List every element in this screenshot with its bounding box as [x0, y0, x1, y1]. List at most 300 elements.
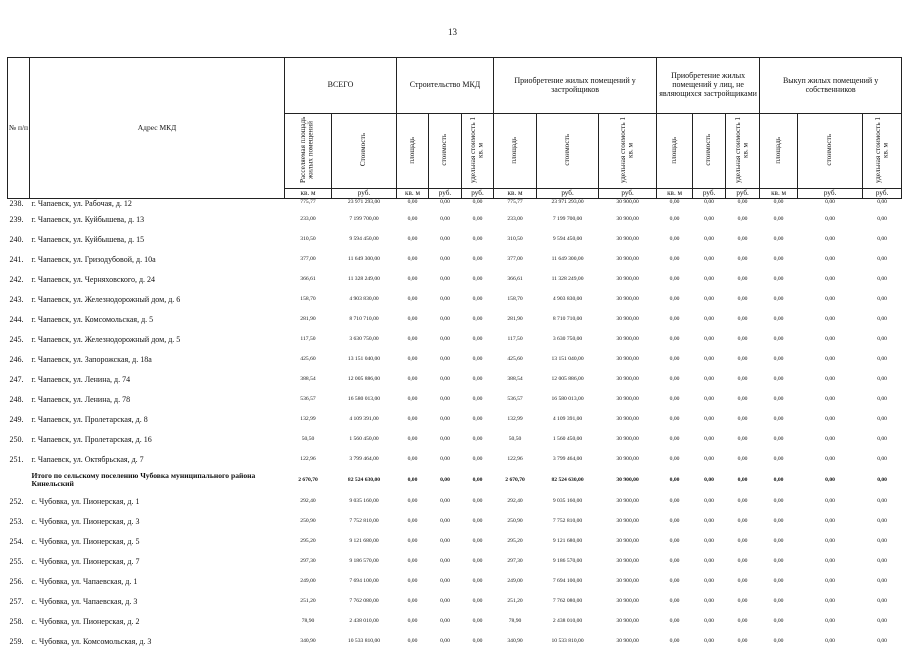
value-cell: 0,00	[704, 256, 714, 263]
value-cell: 295,20	[507, 538, 523, 545]
unit-label: кв. м	[494, 189, 537, 199]
value-cell: 0,00	[669, 518, 680, 525]
value-cell: 50,50	[508, 436, 522, 443]
address-cell: г. Чапаевск, ул. Рабочая, д. 12	[31, 199, 132, 209]
value-cell: 0,00	[407, 256, 418, 263]
value-cell: 0,00	[877, 558, 887, 565]
value-cell: 0,00	[440, 456, 450, 463]
value-cell: 0,00	[773, 356, 784, 363]
value-cell: 0,00	[704, 316, 714, 323]
value-cell: 8 710 710,00	[349, 316, 379, 323]
value-cell: 0,00	[440, 296, 450, 303]
value-cell: 0,00	[472, 618, 483, 625]
value-cell: 0,00	[737, 518, 748, 525]
table-row	[8, 409, 902, 429]
value-cell: 0,00	[440, 578, 450, 585]
value-cell: 0,00	[704, 199, 714, 206]
value-cell: 0,00	[440, 518, 450, 525]
value-cell: 0,00	[440, 236, 450, 243]
value-cell: 0,00	[737, 638, 748, 645]
address-cell: г. Чапаевск, ул. Куйбышева, д. 13	[31, 214, 145, 224]
value-cell: 0,00	[407, 477, 418, 484]
value-cell: 0,00	[877, 216, 887, 223]
value-cell: 30 900,00	[616, 236, 639, 243]
value-cell: 16 580 013,00	[551, 396, 584, 403]
value-cell: 340,90	[300, 638, 316, 645]
value-cell: 0,00	[472, 477, 483, 484]
resettled-area-header: Расселяемая площадь жилых помещений	[285, 114, 332, 189]
value-cell: 158,70	[300, 296, 316, 303]
purchase-nondev-cost-header: стоимость	[693, 114, 726, 189]
address-cell: г. Чапаевск, ул. Железнодорожный дом, д. 6	[31, 294, 181, 304]
row-number: 244.	[9, 314, 24, 324]
value-cell: 297,30	[507, 558, 523, 565]
row-number: 257.	[9, 596, 24, 606]
table-row	[8, 591, 902, 611]
row-number: 238.	[9, 199, 24, 209]
value-cell: 0,00	[825, 276, 835, 283]
value-cell: 0,00	[704, 376, 714, 383]
value-cell: 0,00	[877, 316, 887, 323]
value-cell: 0,00	[472, 336, 483, 343]
value-cell: 0,00	[669, 618, 680, 625]
unit-label: руб.	[863, 189, 902, 199]
value-cell: 0,00	[773, 618, 784, 625]
row-number: 255.	[9, 556, 24, 566]
value-cell: 0,00	[825, 538, 835, 545]
value-cell: 0,00	[737, 236, 748, 243]
value-cell: 0,00	[407, 558, 418, 565]
value-cell: 0,00	[877, 296, 887, 303]
value-cell: 292,40	[507, 498, 523, 505]
value-cell: 0,00	[669, 416, 680, 423]
value-cell: 122,96	[300, 456, 316, 463]
value-cell: 0,00	[877, 336, 887, 343]
value-cell: 0,00	[773, 256, 784, 263]
value-cell: 0,00	[773, 236, 784, 243]
purchase-dev-unit-cost-header: удельная стоимость 1 кв. м	[599, 114, 657, 189]
value-cell: 310,50	[300, 236, 316, 243]
value-cell: 0,00	[877, 376, 887, 383]
value-cell: 0,00	[825, 336, 835, 343]
address-cell: г. Чапаевск, ул. Гризодубовой, д. 10а	[31, 254, 156, 264]
address-header: Адрес МКД	[30, 58, 285, 199]
value-cell: 0,00	[704, 216, 714, 223]
value-cell: 0,00	[704, 236, 714, 243]
value-cell: 0,00	[704, 558, 714, 565]
value-cell: 0,00	[407, 416, 418, 423]
value-cell: 0,00	[407, 638, 418, 645]
value-cell: 78,90	[301, 618, 315, 625]
value-cell: 0,00	[472, 578, 483, 585]
table-row	[8, 329, 902, 349]
value-cell: 2 438 010,00	[349, 618, 379, 625]
table-row	[8, 449, 902, 469]
value-cell: 0,00	[737, 477, 748, 484]
value-cell: 0,00	[773, 396, 784, 403]
value-cell: 281,90	[300, 316, 316, 323]
value-cell: 0,00	[825, 236, 835, 243]
value-cell: 0,00	[737, 376, 748, 383]
buyout-cost-header: стоимость	[798, 114, 863, 189]
value-cell: 0,00	[440, 336, 450, 343]
value-cell: 0,00	[825, 436, 835, 443]
value-cell: 0,00	[472, 436, 483, 443]
value-cell: 0,00	[737, 199, 748, 206]
value-cell: 0,00	[440, 376, 450, 383]
table-row	[8, 571, 902, 591]
value-cell: 0,00	[877, 199, 887, 206]
value-cell: 0,00	[704, 498, 714, 505]
value-cell: 0,00	[773, 216, 784, 223]
address-cell: г. Чапаевск, ул. Октябрьская, д. 7	[31, 454, 144, 464]
value-cell: 4 903 830,00	[552, 296, 583, 303]
value-cell: 0,00	[825, 376, 835, 383]
value-cell: 0,00	[669, 236, 680, 243]
table-row	[8, 209, 902, 229]
value-cell: 250,90	[507, 518, 523, 525]
value-cell: 0,00	[669, 396, 680, 403]
value-cell: 0,00	[407, 518, 418, 525]
value-cell: 0,00	[440, 199, 450, 206]
row-number: 250.	[9, 434, 24, 444]
value-cell: 377,00	[507, 256, 523, 263]
row-number: 259.	[9, 636, 24, 646]
unit-label: кв. м	[760, 189, 798, 199]
construction-area-header: площадь	[397, 114, 429, 189]
value-cell: 9 121 680,00	[552, 538, 583, 545]
cost-header: Стоимость	[332, 114, 397, 189]
buyout-area-header: площадь	[760, 114, 798, 189]
value-cell: 30 900,00	[616, 376, 639, 383]
value-cell: 0,00	[407, 376, 418, 383]
unit-label: кв. м	[657, 189, 693, 199]
value-cell: 281,90	[507, 316, 523, 323]
value-cell: 30 900,00	[616, 199, 639, 206]
row-number: 251.	[9, 454, 24, 464]
value-cell: 0,00	[407, 598, 418, 605]
value-cell: 0,00	[669, 216, 680, 223]
value-cell: 30 900,00	[616, 216, 639, 223]
value-cell: 0,00	[877, 456, 887, 463]
value-cell: 0,00	[704, 336, 714, 343]
value-cell: 0,00	[704, 396, 714, 403]
value-cell: 0,00	[472, 498, 483, 505]
unit-label: руб.	[429, 189, 462, 199]
value-cell: 0,00	[825, 477, 835, 484]
value-cell: 3 630 750,00	[552, 336, 583, 343]
value-cell: 0,00	[669, 199, 680, 206]
value-cell: 0,00	[825, 498, 835, 505]
total-label: Итого по сельскому поселению Чубовка муниципального района Кинельский	[31, 470, 256, 489]
row-number: 249.	[9, 414, 24, 424]
table-row	[8, 309, 902, 329]
page-number: 13	[448, 27, 457, 37]
table-row	[8, 551, 902, 571]
value-cell: 0,00	[877, 638, 887, 645]
value-cell: 775,77	[300, 199, 316, 206]
value-cell: 0,00	[407, 618, 418, 625]
address-cell: г. Чапаевск, ул. Комсомольская, д. 5	[31, 314, 154, 324]
value-cell: 0,00	[407, 296, 418, 303]
value-cell: 30 900,00	[616, 336, 639, 343]
value-cell: 0,00	[407, 276, 418, 283]
value-cell: 30 900,00	[616, 396, 639, 403]
value-cell: 0,00	[704, 296, 714, 303]
value-cell: 0,00	[669, 578, 680, 585]
row-number: 252.	[9, 496, 24, 506]
value-cell: 9 035 160,00	[552, 498, 583, 505]
value-cell: 0,00	[773, 296, 784, 303]
value-cell: 0,00	[773, 199, 784, 206]
value-cell: 0,00	[472, 356, 483, 363]
value-cell: 0,00	[704, 578, 714, 585]
table-row	[8, 349, 902, 369]
value-cell: 7 199 700,00	[349, 216, 379, 223]
value-cell: 1 560 450,00	[552, 436, 583, 443]
unit-label: руб.	[599, 189, 657, 199]
value-cell: 0,00	[669, 356, 680, 363]
value-cell: 0,00	[825, 356, 835, 363]
value-cell: 0,00	[737, 578, 748, 585]
value-cell: 0,00	[737, 538, 748, 545]
value-cell: 23 971 293,00	[551, 199, 584, 206]
value-cell: 0,00	[407, 578, 418, 585]
value-cell: 0,00	[773, 538, 784, 545]
value-cell: 158,70	[507, 296, 523, 303]
value-cell: 0,00	[877, 276, 887, 283]
value-cell: 0,00	[669, 558, 680, 565]
row-number: 240.	[9, 234, 24, 244]
value-cell: 0,00	[737, 456, 748, 463]
value-cell: 0,00	[825, 396, 835, 403]
value-cell: 23 971 293,00	[347, 199, 381, 206]
value-cell: 233,00	[507, 216, 523, 223]
value-cell: 0,00	[472, 276, 483, 283]
value-cell: 0,00	[440, 538, 450, 545]
value-cell: 0,00	[472, 256, 483, 263]
value-cell: 0,00	[704, 598, 714, 605]
value-cell: 0,00	[407, 336, 418, 343]
value-cell: 0,00	[472, 296, 483, 303]
value-cell: 0,00	[440, 316, 450, 323]
value-cell: 0,00	[407, 356, 418, 363]
value-cell: 0,00	[440, 618, 450, 625]
value-cell: 0,00	[825, 456, 835, 463]
value-cell: 0,00	[773, 638, 784, 645]
row-number	[8, 469, 30, 491]
value-cell: 0,00	[825, 316, 835, 323]
address-cell: с. Чубовка, ул. Пионерская, д. 5	[31, 536, 140, 546]
value-cell: 7 694 100,00	[552, 578, 583, 585]
value-cell: 0,00	[669, 296, 680, 303]
value-cell: 0,00	[669, 638, 680, 645]
value-cell: 0,00	[737, 498, 748, 505]
value-cell: 2 670,70	[298, 477, 318, 484]
table-row	[8, 611, 902, 631]
value-cell: 12 005 886,00	[347, 376, 381, 383]
value-cell: 12 005 886,00	[551, 376, 584, 383]
value-cell: 0,00	[440, 276, 450, 283]
value-cell: 7 694 100,00	[349, 578, 379, 585]
value-cell: 1 560 450,00	[349, 436, 379, 443]
value-cell: 0,00	[440, 598, 450, 605]
value-cell: 0,00	[825, 296, 835, 303]
construction-cost-header: стоимость	[429, 114, 462, 189]
value-cell: 0,00	[825, 558, 835, 565]
row-number: 239.	[9, 214, 24, 224]
value-cell: 0,00	[704, 436, 714, 443]
value-cell: 0,00	[440, 256, 450, 263]
value-cell: 30 900,00	[616, 256, 639, 263]
value-cell: 13 151 040,00	[551, 356, 584, 363]
value-cell: 775,77	[507, 199, 523, 206]
value-cell: 30 900,00	[616, 538, 639, 545]
value-cell: 30 900,00	[616, 498, 639, 505]
address-cell: г. Чапаевск, ул. Куйбышева, д. 15	[31, 234, 145, 244]
value-cell: 0,00	[472, 376, 483, 383]
value-cell: 0,00	[407, 236, 418, 243]
value-cell: 0,00	[773, 518, 784, 525]
value-cell: 249,00	[507, 578, 523, 585]
value-cell: 0,00	[877, 618, 887, 625]
table-row	[8, 229, 902, 249]
value-cell: 0,00	[825, 256, 835, 263]
value-cell: 10 533 810,00	[551, 638, 584, 645]
value-cell: 2 670,70	[505, 477, 525, 484]
construction-unit-cost-header: удельная стоимость 1 кв. м	[462, 114, 494, 189]
value-cell: 0,00	[472, 236, 483, 243]
address-cell: г. Чапаевск, ул. Пролетарская, д. 16	[31, 434, 152, 444]
value-cell: 0,00	[773, 456, 784, 463]
value-cell: 0,00	[773, 498, 784, 505]
value-cell: 0,00	[472, 558, 483, 565]
value-cell: 0,00	[773, 558, 784, 565]
purchase-nondev-area-header: площадь	[657, 114, 693, 189]
value-cell: 0,00	[737, 396, 748, 403]
value-cell: 0,00	[825, 416, 835, 423]
value-cell: 292,40	[300, 498, 316, 505]
address-cell: с. Чубовка, ул. Чапаевская, д. 1	[31, 576, 138, 586]
value-cell: 0,00	[669, 436, 680, 443]
value-cell: 0,00	[825, 216, 835, 223]
value-cell: 0,00	[825, 199, 835, 206]
num-header: № п/п	[8, 58, 30, 199]
value-cell: 0,00	[825, 638, 835, 645]
value-cell: 0,00	[877, 477, 887, 484]
value-cell: 0,00	[440, 396, 450, 403]
value-cell: 0,00	[704, 477, 714, 484]
address-cell: г. Чапаевск, ул. Железнодорожный дом, д. 5	[31, 334, 181, 344]
value-cell: 0,00	[737, 558, 748, 565]
address-cell: с. Чубовка, ул. Пионерская, д. 1	[31, 496, 140, 506]
value-cell: 0,00	[704, 276, 714, 283]
value-cell: 3 630 750,00	[349, 336, 379, 343]
purchase-nondev-unit-cost-header: удельная стоимость 1 кв. м	[726, 114, 760, 189]
value-cell: 0,00	[440, 498, 450, 505]
unit-label: руб.	[693, 189, 726, 199]
value-cell: 0,00	[825, 518, 835, 525]
value-cell: 377,00	[300, 256, 316, 263]
address-cell: г. Чапаевск, ул. Запорожская, д. 18а	[31, 354, 152, 364]
address-cell: с. Чубовка, ул. Пионерская, д. 2	[31, 616, 140, 626]
value-cell: 0,00	[472, 538, 483, 545]
value-cell: 4 109 391,00	[349, 416, 379, 423]
value-cell: 10 533 810,00	[347, 638, 381, 645]
value-cell: 388,54	[507, 376, 523, 383]
unit-label: кв. м	[285, 189, 332, 199]
value-cell: 9 594 450,00	[552, 236, 583, 243]
value-cell: 9 594 450,00	[349, 236, 379, 243]
value-cell: 0,00	[773, 578, 784, 585]
value-cell: 30 900,00	[616, 518, 639, 525]
value-cell: 9 186 570,00	[552, 558, 583, 565]
value-cell: 0,00	[877, 518, 887, 525]
table-row	[8, 389, 902, 409]
value-cell: 0,00	[472, 598, 483, 605]
value-cell: 122,96	[507, 456, 523, 463]
value-cell: 0,00	[877, 578, 887, 585]
group-buyout-header: Выкуп жилых помещений у собственников	[760, 58, 902, 114]
value-cell: 0,00	[737, 336, 748, 343]
value-cell: 9 035 160,00	[349, 498, 379, 505]
value-cell: 0,00	[737, 436, 748, 443]
value-cell: 0,00	[407, 199, 418, 206]
table-row	[8, 531, 902, 551]
row-number: 253.	[9, 516, 24, 526]
row-number: 241.	[9, 254, 24, 264]
value-cell: 297,30	[300, 558, 316, 565]
value-cell: 0,00	[704, 518, 714, 525]
value-cell: 0,00	[737, 296, 748, 303]
value-cell: 0,00	[669, 256, 680, 263]
row-number: 254.	[9, 536, 24, 546]
value-cell: 30 900,00	[616, 356, 639, 363]
table-row	[8, 491, 902, 511]
row-number: 256.	[9, 576, 24, 586]
value-cell: 30 900,00	[616, 296, 639, 303]
value-cell: 50,50	[301, 436, 315, 443]
group-total-header: ВСЕГО	[285, 58, 397, 114]
value-cell: 0,00	[773, 598, 784, 605]
value-cell: 30 900,00	[616, 638, 639, 645]
value-cell: 0,00	[877, 256, 887, 263]
value-cell: 0,00	[877, 236, 887, 243]
value-cell: 0,00	[472, 638, 483, 645]
purchase-dev-cost-header: стоимость	[537, 114, 599, 189]
table-row	[8, 511, 902, 531]
address-cell: г. Чапаевск, ул. Пролетарская, д. 8	[31, 414, 148, 424]
value-cell: 0,00	[825, 618, 835, 625]
value-cell: 30 900,00	[616, 456, 639, 463]
value-cell: 0,00	[704, 416, 714, 423]
value-cell: 0,00	[407, 436, 418, 443]
value-cell: 0,00	[440, 216, 450, 223]
value-cell: 11 649 300,00	[551, 256, 584, 263]
table-row	[8, 369, 902, 389]
value-cell: 0,00	[472, 518, 483, 525]
row-number: 246.	[9, 354, 24, 364]
value-cell: 0,00	[472, 199, 483, 206]
address-cell: г. Чапаевск, ул. Черняховского, д. 24	[31, 274, 156, 284]
unit-label: кв. м	[397, 189, 429, 199]
resettlement-table	[7, 57, 902, 651]
total-row	[8, 469, 902, 491]
value-cell: 0,00	[877, 416, 887, 423]
value-cell: 30 900,00	[616, 436, 639, 443]
value-cell: 0,00	[669, 376, 680, 383]
value-cell: 13 151 040,00	[347, 356, 381, 363]
